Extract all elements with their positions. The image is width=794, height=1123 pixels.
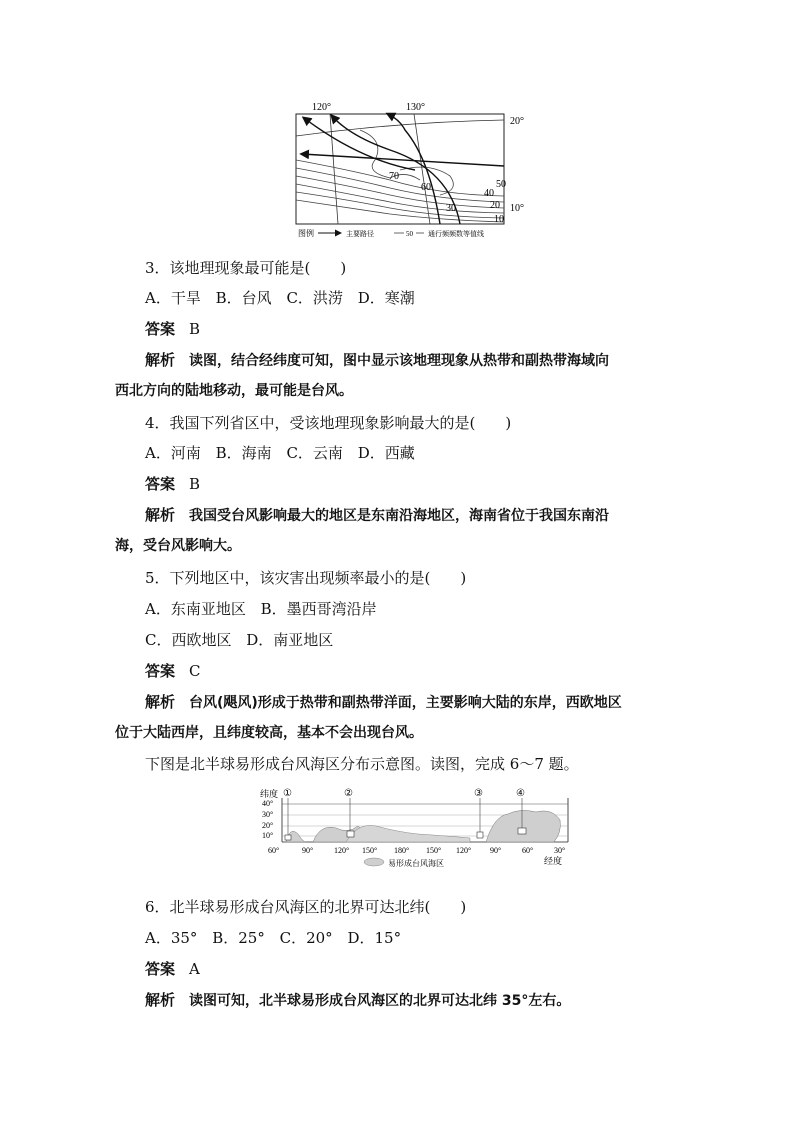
q5-analysis-line1	[145, 692, 725, 713]
q4-answer-row	[145, 474, 725, 494]
q6-options	[145, 928, 725, 948]
q6-stem: 6．北半球易形成台风海区的北界可达北纬( )	[145, 898, 467, 916]
q3-analysis-text1: 读图，结合经纬度可知，图中显示该地理现象从热带和副热带海域向	[189, 353, 610, 369]
q6-option-d[interactable]: D．15°	[347, 929, 402, 947]
q6-answer-row	[145, 959, 725, 979]
legend-sea-area: 易形成台风海区	[388, 859, 444, 868]
q3-answer: B	[189, 320, 201, 338]
y-tick-10: 10°	[262, 831, 274, 840]
q3-analysis-line1	[145, 350, 725, 371]
q4-analysis-line2: 海，受台风影响大。	[115, 538, 241, 554]
q5-answer-tag: 答案	[145, 662, 176, 680]
lon-label-120: 120°	[312, 102, 331, 113]
q6-option-b[interactable]: B．25°	[212, 929, 265, 947]
q3-option-a[interactable]: A．干旱	[145, 289, 201, 307]
q3-option-c[interactable]: C．洪涝	[286, 289, 343, 307]
q4-answer: B	[189, 475, 201, 493]
x-tick-60w: 60°	[268, 846, 280, 855]
q4-analysis-text1: 我国受台风影响最大的地区是东南沿海地区，海南省位于我国东南沿	[189, 508, 610, 524]
y-axis-label: 纬度	[260, 789, 279, 799]
q4-option-d[interactable]: D．西藏	[357, 444, 415, 462]
q6-answer: A	[189, 960, 200, 978]
x-tick-120e: 120°	[334, 846, 350, 855]
typhoon-path-map	[290, 100, 540, 242]
x-tick-30w: 30°	[554, 846, 566, 855]
contour-label-70: 70	[389, 171, 399, 182]
q5-answer-row	[145, 661, 725, 681]
q4-option-c[interactable]: C．云南	[286, 444, 343, 462]
lon-label-130: 130°	[406, 102, 425, 113]
legend-prefix: 图例	[298, 229, 314, 238]
contour-label-30: 30	[446, 203, 456, 214]
q5-option-c[interactable]: C．西欧地区	[145, 631, 232, 649]
q5-analysis-text1: 台风(飓风)形成于热带和副热带洋面，主要影响大陆的东岸，西欧地区	[189, 695, 622, 711]
lat-label-10: 10°	[510, 203, 524, 214]
q5-option-a[interactable]: A．东南亚地区	[145, 600, 246, 618]
q4-stem: 4．我国下列省区中，受该地理现象影响最大的是( )	[145, 414, 512, 432]
q5-analysis-tag: 解析	[145, 693, 176, 711]
x-axis-label: 经度	[544, 856, 563, 866]
typhoon-sea-area-map	[258, 786, 578, 870]
q6-analysis-text1: 读图可知，北半球易形成台风海区的北界可达北纬 35°左右。	[189, 993, 571, 1009]
contour-label-50: 50	[496, 179, 506, 190]
q6-option-c[interactable]: C．20°	[279, 929, 333, 947]
q3-option-b[interactable]: B．台风	[215, 289, 272, 307]
q4-options	[145, 443, 725, 463]
q4-analysis-tag: 解析	[145, 506, 176, 524]
intro-text: 下图是北半球易形成台风海区分布示意图。读图，完成 6～7 题。	[145, 755, 579, 773]
q6-answer-tag: 答案	[145, 960, 176, 978]
q5-option-d[interactable]: D．南亚地区	[246, 631, 334, 649]
q5-stem: 5．下列地区中，该灾害出现频率最小的是( )	[145, 569, 467, 587]
legend-value: 50	[406, 230, 413, 238]
q3-answer-row	[145, 319, 725, 339]
marker-3: ③	[474, 788, 483, 799]
contour-label-10: 10	[494, 214, 504, 225]
legend-path-label: 主要路径	[346, 230, 374, 238]
q3-option-d[interactable]: D．寒潮	[357, 289, 415, 307]
x-tick-60w-2: 60°	[522, 846, 534, 855]
q5-options-row1	[145, 599, 725, 619]
contour-label-60: 60	[421, 182, 431, 193]
q5-analysis-line2: 位于大陆西岸，且纬度较高，基本不会出现台风。	[115, 725, 423, 741]
q3-stem: 3．该地理现象最可能是( )	[145, 259, 347, 277]
q6-analysis-tag: 解析	[145, 991, 176, 1009]
marker-1: ①	[283, 788, 292, 799]
q3-options	[145, 288, 725, 308]
q6-analysis-line1	[145, 990, 725, 1011]
q3-answer-tag: 答案	[145, 320, 176, 338]
contour-label-20: 20	[490, 200, 500, 211]
marker-4: ④	[516, 788, 525, 799]
x-tick-120w: 120°	[456, 846, 472, 855]
q4-option-a[interactable]: A．河南	[145, 444, 201, 462]
x-tick-150e: 150°	[362, 846, 378, 855]
y-tick-30: 30°	[262, 810, 274, 819]
q5-answer: C	[189, 662, 201, 680]
legend-freq-label: 通行频频数等值线	[428, 230, 484, 238]
y-tick-20: 20°	[262, 821, 274, 830]
x-tick-150w: 150°	[426, 846, 442, 855]
q4-answer-tag: 答案	[145, 475, 176, 493]
q4-option-b[interactable]: B．海南	[215, 444, 272, 462]
q6-option-a[interactable]: A．35°	[145, 929, 198, 947]
q4-analysis-line1	[145, 505, 725, 526]
legend-swatch	[364, 858, 384, 866]
contour-label-40: 40	[484, 188, 494, 199]
x-tick-180: 180°	[394, 846, 410, 855]
marker-2: ②	[344, 788, 353, 799]
q3-analysis-tag: 解析	[145, 351, 176, 369]
x-tick-90e: 90°	[302, 846, 314, 855]
lat-label-20: 20°	[510, 116, 524, 127]
y-tick-40: 40°	[262, 799, 274, 808]
q3-analysis-line2: 西北方向的陆地移动，最可能是台风。	[115, 383, 353, 399]
q5-option-b[interactable]: B．墨西哥湾沿岸	[260, 600, 377, 618]
q5-options-row2	[145, 630, 725, 650]
x-tick-90w: 90°	[490, 846, 502, 855]
